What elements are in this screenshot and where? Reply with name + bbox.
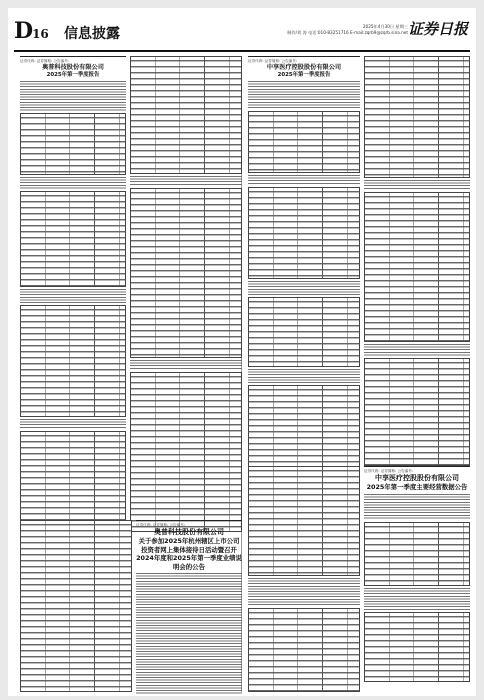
financial-table	[130, 372, 242, 532]
page-header	[14, 18, 470, 50]
financial-table	[364, 192, 470, 342]
financial-table	[20, 191, 126, 287]
notice-body-text	[248, 578, 360, 606]
column-4	[364, 56, 470, 466]
report-title: 2025年第一季度报告	[277, 72, 331, 78]
notice-body-text	[20, 289, 126, 303]
company-name: 中享医疗控股股份有限公司	[375, 474, 459, 482]
notice-body-text	[20, 419, 126, 429]
notice-header-3	[248, 56, 360, 79]
financial-table	[248, 187, 360, 279]
section-title: 信息披露	[64, 26, 120, 42]
notice-body-text	[20, 81, 126, 111]
notice-header-2	[136, 520, 242, 571]
financial-table	[20, 431, 126, 532]
financial-table	[130, 188, 242, 358]
notice-body-text	[130, 360, 242, 370]
notice-body-text	[20, 177, 126, 189]
financial-table	[248, 297, 360, 367]
notice-body-text	[364, 180, 470, 190]
financial-table	[20, 305, 126, 417]
notice-body-text	[136, 573, 242, 694]
header-rule	[14, 50, 470, 52]
financial-table	[248, 385, 360, 466]
financial-table	[248, 466, 360, 576]
notice-body-text	[248, 369, 360, 383]
notice-body-text	[364, 344, 470, 356]
financial-table	[364, 612, 470, 682]
report-title: 关于参加2025年杭州辖区上市公司投资者网上集体接待日活动暨召开2024年度和2025年第一季度业绩说明会的公告	[136, 537, 242, 571]
report-title: 2025年第一季度报告	[46, 72, 100, 78]
financial-table	[364, 358, 470, 466]
brand-logo: 证券日报	[407, 20, 468, 38]
notice-body-text	[364, 494, 470, 520]
financial-table	[364, 56, 470, 178]
newspaper-page	[8, 8, 476, 696]
notice-body-text	[130, 176, 242, 186]
company-name: 奥普科技股份有限公司	[154, 528, 224, 536]
column-2	[130, 56, 242, 532]
column-1-bottom	[20, 520, 132, 694]
column-2-bottom	[136, 520, 242, 694]
header-date: 2025年4月30日 星期三	[362, 24, 408, 29]
report-title: 2025年第一季度主要经营数据公告	[366, 483, 468, 491]
financial-table	[248, 608, 360, 692]
stock-code-line: 证券代码: 证券简称: 公告编号:	[248, 59, 298, 63]
notice-body-text	[248, 175, 360, 185]
stock-code-line: 证券代码: 证券简称: 公告编号:	[136, 523, 186, 527]
notice-body-text	[364, 588, 470, 610]
page-number: D16	[14, 18, 49, 44]
column-3-bottom	[248, 466, 360, 694]
column-1	[20, 56, 126, 532]
notice-header-4	[364, 466, 470, 492]
notice-body-text	[248, 81, 360, 109]
column-4-bottom	[364, 466, 470, 694]
company-name: 中享医疗控股股份有限公司	[266, 64, 342, 71]
notice-header-1	[20, 56, 126, 79]
stock-code-line: 证券代码: 证券简称: 公告编号:	[364, 469, 414, 473]
financial-table	[248, 111, 360, 173]
header-contact: 制作/刘 涛 电话:010-83251716 E-mail:zqrb9@zqrb.sina.net	[287, 30, 408, 35]
financial-table	[20, 520, 132, 692]
financial-table	[364, 522, 470, 586]
column-3	[248, 56, 360, 466]
company-name: 奥普科技股份有限公司	[42, 64, 104, 71]
notice-body-text	[248, 281, 360, 295]
header-meta	[287, 24, 408, 36]
stock-code-line: 证券代码: 证券简称: 公告编号:	[20, 59, 70, 63]
financial-table	[20, 113, 126, 175]
financial-table	[130, 56, 242, 174]
